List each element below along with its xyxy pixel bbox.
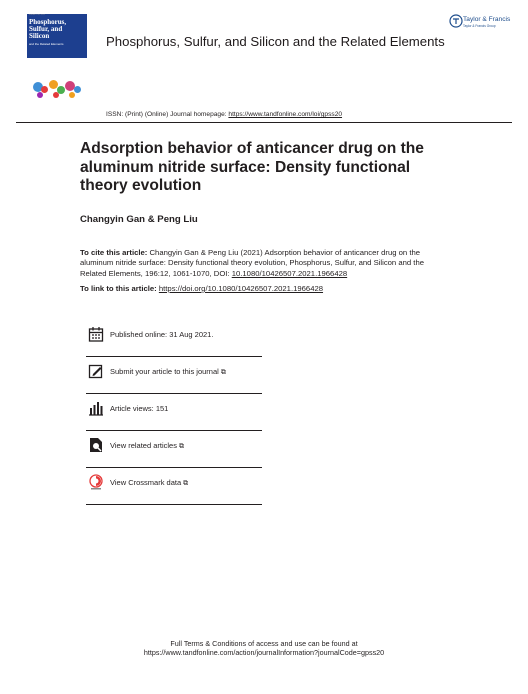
- external-link-icon: ⧉: [178, 443, 184, 450]
- footer-line-1: Full Terms & Conditions of access and use can be found at: [170, 639, 358, 648]
- footer-terms: [0, 639, 528, 657]
- cover-issn-line: Volume 196, 2021: [29, 14, 46, 16]
- external-link-icon: ⧉: [183, 480, 189, 487]
- published-online-label: Published online: 31 Aug 2021.: [110, 330, 214, 339]
- cite-label: To cite this article:: [80, 248, 148, 257]
- crossmark-row[interactable]: [86, 468, 262, 505]
- submit-article-row[interactable]: [86, 357, 262, 394]
- crossmark-link[interactable]: View Crossmark data ⧉: [110, 478, 189, 487]
- article-link[interactable]: https://doi.org/10.1080/10426507.2021.1966428: [158, 284, 324, 293]
- link-label: To link to this article:: [80, 284, 159, 293]
- link-line: [80, 284, 323, 293]
- issn-line: ISSN: (Print) (Online) Journal homepage: https://www.tandfonline.com/loi/gpss20: [106, 111, 343, 118]
- article-authors: Changyin Gan & Peng Liu: [80, 214, 198, 225]
- article-info-list: [86, 320, 262, 505]
- doi-link[interactable]: 10.1080/10426507.2021.1966428: [231, 268, 348, 278]
- citation-block: [80, 248, 450, 279]
- journal-homepage-link[interactable]: https://www.tandfonline.com/loi/gpss20: [228, 111, 343, 118]
- cover-title: Phosphorus, Sulfur, and Silicon: [29, 18, 67, 40]
- article-views-row: [86, 394, 262, 431]
- cite-text: Changyin Gan & Peng Liu (2021) Adsorption behavior of anticancer drug on the aluminum nitride surface: Density functional theory evolution, Phosphorus, Sulfur, and Silicon and the Related Elements, 196:12, 1061-1070, DOI:: [80, 248, 424, 278]
- related-articles-icon: [88, 437, 104, 453]
- article-title: Adsorption behavior of anticancer drug on the aluminum nitride surface: Density functional theory evolution: [80, 140, 424, 194]
- external-link-icon: ⧉: [220, 369, 226, 376]
- cover-subtitle: and the Related Elements: [29, 42, 64, 46]
- submit-article-link[interactable]: Submit your article to this journal ⧉: [110, 367, 226, 376]
- published-online-row: [86, 320, 262, 357]
- related-articles-link[interactable]: View related articles ⧉: [110, 441, 184, 450]
- journal-title: Phosphorus, Sulfur, and Silicon and the Related Elements: [106, 34, 445, 49]
- calendar-icon: [88, 326, 104, 342]
- footer-terms-link[interactable]: https://www.tandfonline.com/action/journalInformation?journalCode=gpss20: [143, 648, 385, 657]
- taylor-francis-logo-icon: [449, 14, 463, 28]
- related-articles-row[interactable]: [86, 431, 262, 468]
- article-views-label: Article views: 151: [110, 404, 169, 413]
- publisher-subname: Taylor & Francis Group: [463, 24, 496, 28]
- bar-chart-icon: [88, 400, 104, 416]
- header-rule: [16, 122, 512, 123]
- publisher-name: Taylor & Francis: [463, 16, 511, 23]
- journal-cover-thumbnail: [27, 14, 87, 120]
- pencil-icon: [88, 363, 104, 379]
- crossmark-icon: [88, 474, 104, 490]
